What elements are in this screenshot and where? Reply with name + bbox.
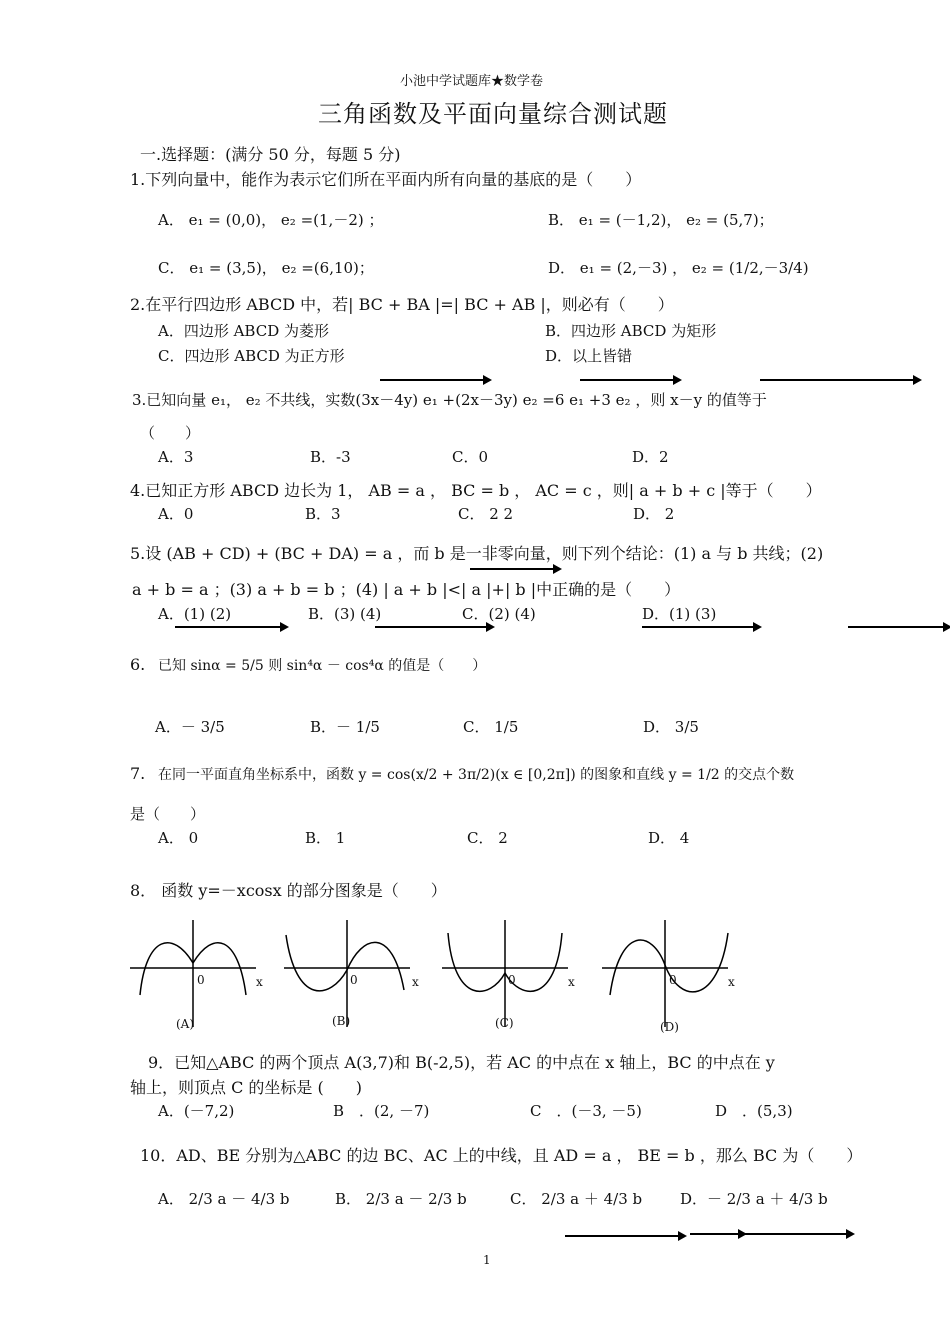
q2-option-d: D．以上皆错 <box>545 347 633 365</box>
q7-option-a: A． 0 <box>158 829 199 847</box>
q5-option-a: A．(1) (2) <box>158 605 232 623</box>
q9-option-d: D ．(5,3) <box>715 1102 793 1120</box>
question-5-stem-2: a + b = a ；(3) a + b = b ；(4) | a + b |<| a |+| b |中正确的是（ ） <box>132 580 681 599</box>
q4-option-a: A．0 <box>158 505 194 523</box>
q5-option-c: C．(2) (4) <box>462 605 536 623</box>
q2-option-b: B．四边形 ABCD 为矩形 <box>545 322 717 340</box>
question-9-stem-2: 轴上，则顶点 C 的坐标是 ( ) <box>130 1078 362 1097</box>
q10-option-b: B． 2/3 a － 2/3 b <box>335 1190 467 1208</box>
question-8-stem: 8． 函数 y=－xcosx 的部分图象是（ ） <box>130 881 447 900</box>
q4-option-c: C． 2 2 <box>458 505 514 523</box>
graph-c-label: (C) <box>495 1016 514 1030</box>
q6-option-b: B．－ 1/5 <box>310 718 380 736</box>
q3-option-a: A．3 <box>158 448 194 466</box>
vector-arrow <box>690 1233 745 1235</box>
q6-option-c: C． 1/5 <box>463 718 519 736</box>
q7-option-d: D． 4 <box>648 829 690 847</box>
question-7-number: 7. <box>130 764 146 783</box>
graph-d-axis-label: x <box>728 975 735 989</box>
page-title: 三角函数及平面向量综合测试题 <box>318 100 668 128</box>
q4-option-b: B．3 <box>305 505 341 523</box>
q9-option-c: C ．(－3, －5) <box>530 1102 642 1120</box>
page-number: 1 <box>483 1253 491 1267</box>
question-7-stem-2: 是（ ） <box>130 805 206 823</box>
vector-arrow <box>175 626 287 628</box>
q3-paren: （ ） <box>140 424 201 442</box>
vector-arrow <box>580 379 680 381</box>
q10-option-d: D．－ 2/3 a ＋ 4/3 b <box>680 1190 828 1208</box>
question-7-stem: 在同一平面直角坐标系中，函数 y = cos(x/2 + 3π/2)(x ∈ [0,2π]) 的图象和直线 y = 1/2 的交点个数 <box>158 767 795 783</box>
graph-a-axis-label: x <box>256 975 263 989</box>
q1-option-a: A． e₁ = (0,0)， e₂ =(1,－2) ； <box>158 211 384 229</box>
q6-option-a: A．－ 3/5 <box>155 718 225 736</box>
page-header: 小池中学试题库★数学卷 <box>400 74 544 89</box>
q5-option-b: B．(3) (4) <box>308 605 382 623</box>
q3-option-d: D．2 <box>632 448 669 466</box>
graph-c-origin: 0 <box>508 973 516 987</box>
q2-option-c: C．四边形 ABCD 为正方形 <box>158 347 345 365</box>
question-3-stem: 3.已知向量 e₁， e₂ 不共线，实数(3x－4y) e₁ +(2x－3y) e₂ =6 e₁ +3 e₂ ，则 x－y 的值等于 <box>132 391 767 409</box>
question-4-stem: 4.已知正方形 ABCD 边长为 1， AB = a ， BC = b ， AC = c ，则| a + b + c |等于（ ） <box>130 481 822 500</box>
q1-option-b: B． e₁ = (－1,2)， e₂ = (5,7)； <box>548 211 774 229</box>
vector-arrow <box>470 568 560 570</box>
q9-option-a: A．(－7,2) <box>158 1102 235 1120</box>
graph-d-origin: 0 <box>669 973 677 987</box>
graph-b-axis-label: x <box>412 975 419 989</box>
question-1-stem: 1.下列向量中，能作为表示它们所在平面内所有向量的基底的是（ ） <box>130 170 642 189</box>
question-6-number: 6. <box>130 655 146 674</box>
q9-option-b: B ．(2, －7) <box>333 1102 430 1120</box>
q5-option-d: D．(1) (3) <box>642 605 717 623</box>
q6-option-d: D． 3/5 <box>643 718 699 736</box>
graph-a-label: (A) <box>176 1017 195 1031</box>
q7-option-c: C． 2 <box>467 829 508 847</box>
vector-arrow <box>745 1233 853 1235</box>
q3-option-b: B．-3 <box>310 448 351 466</box>
q10-option-a: A． 2/3 a － 4/3 b <box>158 1190 290 1208</box>
q2-option-a: A．四边形 ABCD 为菱形 <box>158 322 330 340</box>
question-10-stem: 10．AD、BE 分别为△ABC 的边 BC、AC 上的中线，且 AD = a ， BE = b ，那么 BC 为（ ） <box>140 1146 863 1165</box>
graph-b-label: (B) <box>332 1014 351 1028</box>
q3-option-c: C．0 <box>452 448 489 466</box>
question-9-stem: 9．已知△ABC 的两个顶点 A(3,7)和 B(-2,5)，若 AC 的中点在 x 轴上，BC 的中点在 y <box>148 1053 775 1072</box>
question-6-stem: 已知 sinα = 5/5 则 sin⁴α － cos⁴α 的值是（ ） <box>158 658 487 674</box>
vector-arrow <box>380 379 490 381</box>
question-5-stem: 5.设 (AB + CD) + (BC + DA) = a ，而 b 是一非零向量，则下列个结论：(1) a 与 b 共线；(2) <box>130 544 824 563</box>
section-heading: 一.选择题：(满分 50 分，每题 5 分) <box>140 145 401 164</box>
q1-option-c: C． e₁ = (3,5)， e₂ =(6,10)； <box>158 259 374 277</box>
graph-d-label: (D) <box>660 1020 679 1034</box>
vector-arrow <box>848 626 950 628</box>
vector-arrow <box>565 1235 685 1237</box>
graph-c-axis-label: x <box>568 975 575 989</box>
vector-arrow <box>760 379 920 381</box>
graph-b-origin: 0 <box>350 973 358 987</box>
q7-option-b: B． 1 <box>305 829 346 847</box>
vector-arrow <box>642 626 760 628</box>
graph-a-origin: 0 <box>197 973 205 987</box>
question-2-stem: 2.在平行四边形 ABCD 中，若| BC + BA |=| BC + AB |，则必有（ ） <box>130 295 674 314</box>
q10-option-c: C． 2/3 a ＋ 4/3 b <box>510 1190 643 1208</box>
vector-arrow <box>375 626 493 628</box>
q4-option-d: D． 2 <box>633 505 675 523</box>
q1-option-d: D． e₁ = (2,－3) ， e₂ = (1/2,－3/4) <box>548 259 809 277</box>
